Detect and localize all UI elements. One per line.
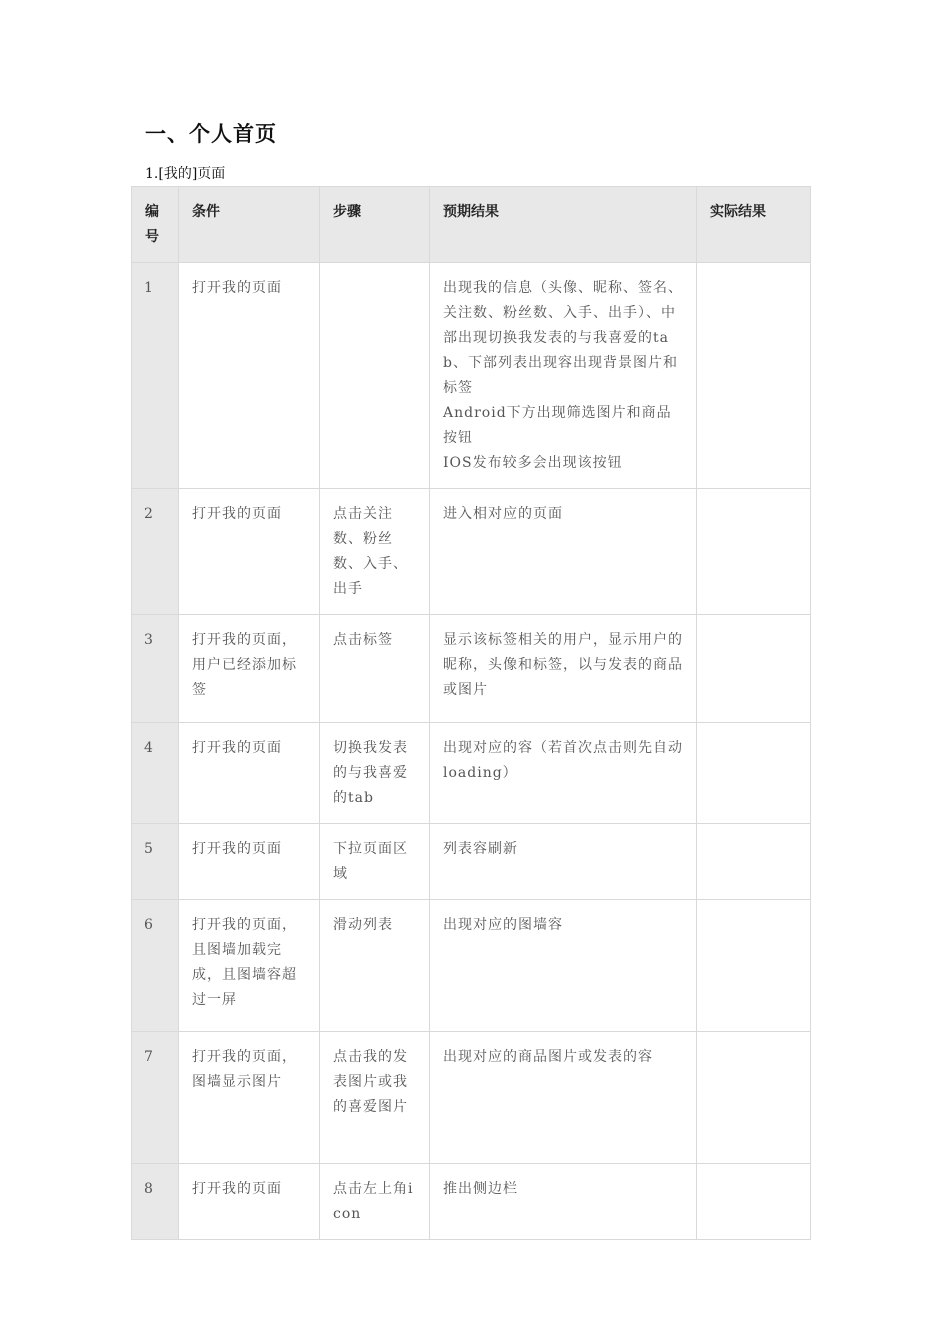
table-row <box>132 723 811 824</box>
row-step: 点击左上角icon <box>320 1164 430 1240</box>
row-condition: 打开我的页面 <box>179 263 320 489</box>
row-actual <box>697 723 811 824</box>
row-actual <box>697 900 811 1032</box>
row-step: 切换我发表的与我喜爱的tab <box>320 723 430 824</box>
row-actual <box>697 489 811 615</box>
expected-line: 出现对应的图墙容 <box>443 917 563 933</box>
expected-line: 列表容刷新 <box>443 841 518 857</box>
expected-line: Android下方出现筛选图片和商品按钮 <box>443 405 672 446</box>
row-expected <box>430 263 697 489</box>
row-number: 1 <box>132 263 179 489</box>
row-step: 点击关注数、粉丝数、入手、出手 <box>320 489 430 615</box>
row-number: 5 <box>132 824 179 900</box>
row-condition: 打开我的页面 <box>179 824 320 900</box>
row-condition: 打开我的页面 <box>179 723 320 824</box>
row-number: 8 <box>132 1164 179 1240</box>
expected-line: IOS发布较多会出现该按钮 <box>443 455 623 471</box>
row-expected <box>430 1032 697 1164</box>
table-row <box>132 824 811 900</box>
expected-line: 推出侧边栏 <box>443 1181 518 1197</box>
row-actual <box>697 615 811 723</box>
row-expected <box>430 489 697 615</box>
page-heading: 一、个人首页 <box>145 121 277 146</box>
header-number: 编号 <box>132 187 179 263</box>
header-step: 步骤 <box>320 187 430 263</box>
expected-line: 进入相对应的页面 <box>443 506 563 522</box>
row-number: 3 <box>132 615 179 723</box>
expected-line: 出现对应的容（若首次点击则先自动loading） <box>443 740 683 781</box>
row-actual <box>697 263 811 489</box>
expected-line: 显示该标签相关的用户，显示用户的昵称，头像和标签，以与发表的商品或图片 <box>443 632 683 698</box>
expected-line: 出现对应的商品图片或发表的容 <box>443 1049 653 1065</box>
row-step: 下拉页面区域 <box>320 824 430 900</box>
row-expected <box>430 824 697 900</box>
row-expected <box>430 1164 697 1240</box>
row-number: 2 <box>132 489 179 615</box>
row-condition: 打开我的页面 <box>179 489 320 615</box>
row-condition: 打开我的页面，用户已经添加标签 <box>179 615 320 723</box>
header-condition: 条件 <box>179 187 320 263</box>
row-actual <box>697 1164 811 1240</box>
expected-line: 出现我的信息（头像、昵称、签名、关注数、粉丝数、入手、出手）、中部出现切换我发表的与我喜爱的tab、下部列表出现容出现背景图片和标签 <box>443 280 683 396</box>
table-row <box>132 615 811 723</box>
row-step <box>320 263 430 489</box>
row-actual <box>697 1032 811 1164</box>
row-number: 6 <box>132 900 179 1032</box>
row-condition: 打开我的页面 <box>179 1164 320 1240</box>
row-condition: 打开我的页面，且图墙加载完成，且图墙容超过一屏 <box>179 900 320 1032</box>
test-case-table <box>131 186 811 1240</box>
row-expected <box>430 900 697 1032</box>
table-header-row <box>132 187 811 263</box>
row-step: 点击我的发表图片或我的喜爱图片 <box>320 1032 430 1164</box>
row-expected <box>430 615 697 723</box>
table-row <box>132 1032 811 1164</box>
table-row <box>132 263 811 489</box>
section-subheading: 1.[我的]页面 <box>145 166 226 182</box>
row-condition: 打开我的页面，图墙显示图片 <box>179 1032 320 1164</box>
table-row <box>132 900 811 1032</box>
row-number: 7 <box>132 1032 179 1164</box>
header-expected: 预期结果 <box>430 187 697 263</box>
header-actual: 实际结果 <box>697 187 811 263</box>
row-number: 4 <box>132 723 179 824</box>
table-row <box>132 489 811 615</box>
row-actual <box>697 824 811 900</box>
row-step: 滑动列表 <box>320 900 430 1032</box>
row-step: 点击标签 <box>320 615 430 723</box>
table-row <box>132 1164 811 1240</box>
row-expected <box>430 723 697 824</box>
